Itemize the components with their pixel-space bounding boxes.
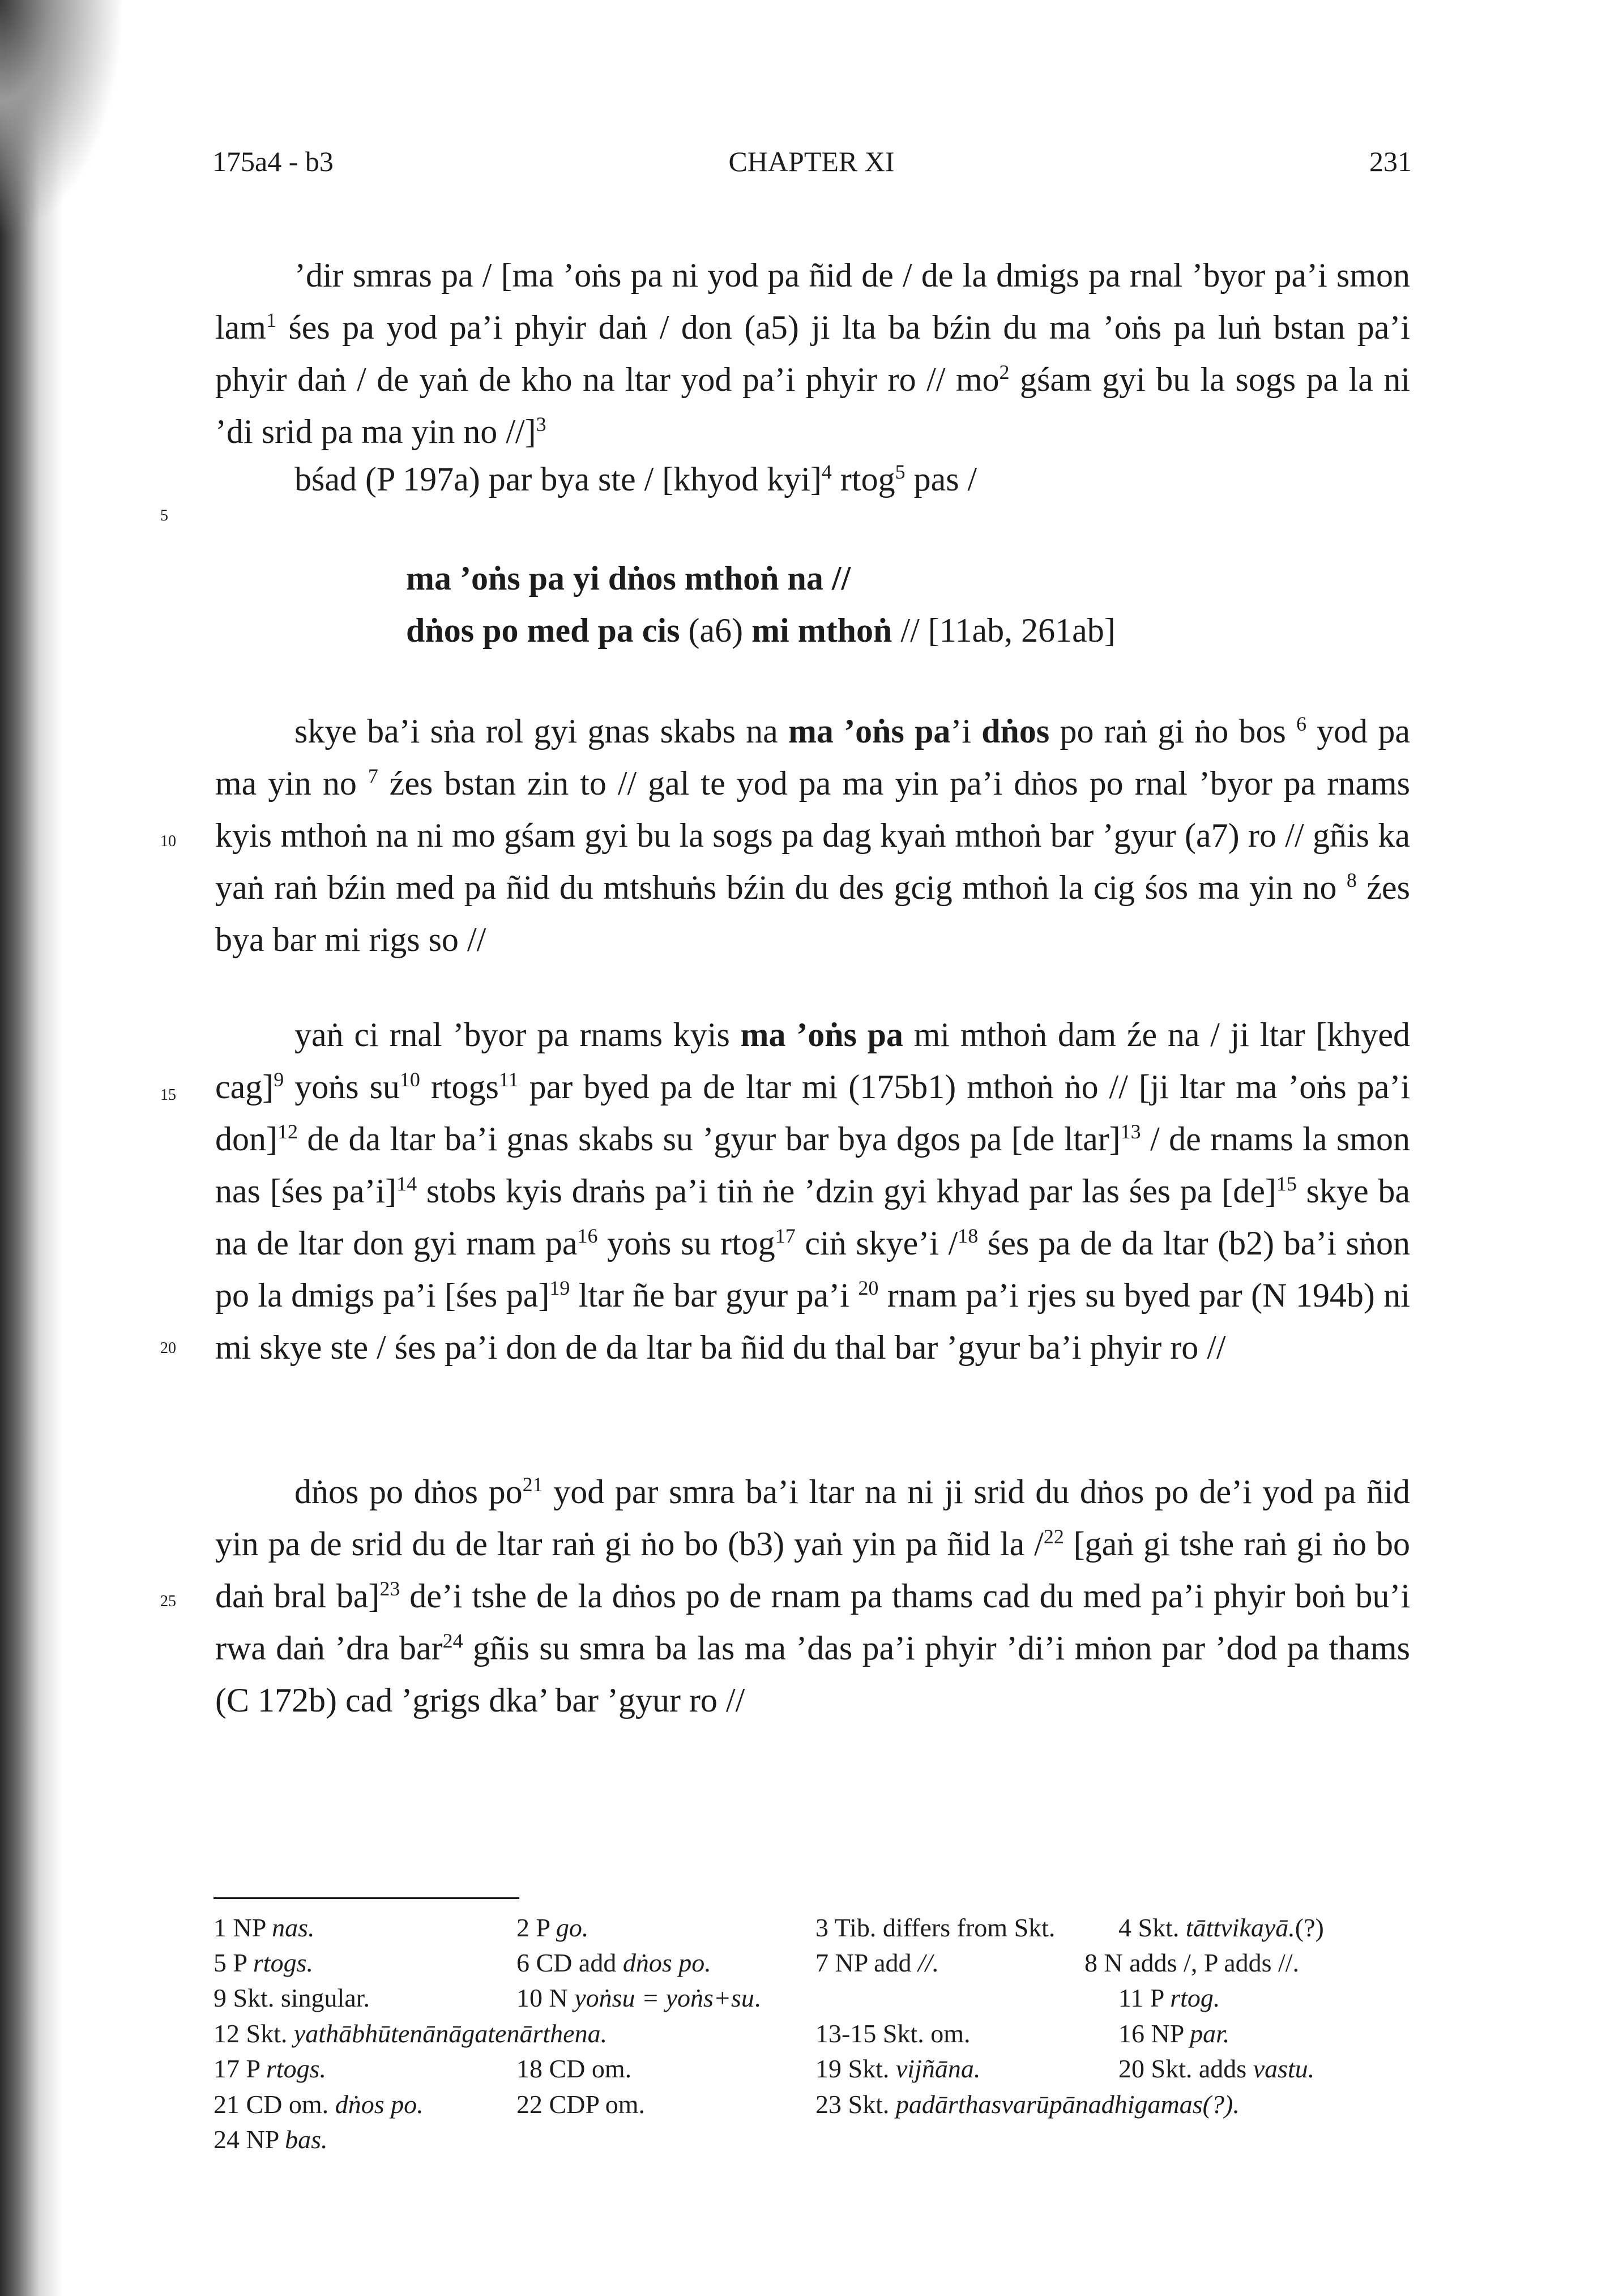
footnote: 18 CD om. <box>516 2054 632 2083</box>
paragraph-3: skye ba’i sṅa rol gyi gnas skabs na ma ’oṅs pa’i dṅos po raṅ gi ṅo bos $^6$ yod pa ma yin no $^7$ źes bstan zin to // gal te yod pa ma yin pa’i dṅos po rnal ’byor pa rnams kyis mthoṅ na ni mo gśam gyi bu la sogs pa dag kyaṅ mthoṅ bar ’gyur (a7) ro // gñis ka yaṅ raṅ bźin med pa ñid du mtshuṅs bźin du des gcig mthoṅ la cig śos ma yin no $^8$ źes bya bar mi rigs so // <box>215 712 1410 958</box>
footnote-ref: 15 <box>1276 1172 1297 1195</box>
footnote-ref: 22 <box>1043 1525 1064 1548</box>
footnote-ref: 4 <box>821 460 832 483</box>
footnote-ref: 24 <box>442 1629 463 1652</box>
footnote-ref: 9 <box>274 1068 284 1091</box>
footnote-rule <box>213 1897 519 1899</box>
footnote: 9 Skt. singular. <box>213 1983 370 2012</box>
footnote: 6 CD add dṅos po. <box>516 1948 711 1977</box>
footnote: 10 N yoṅsu = yoṅs+su. <box>516 1983 761 2012</box>
footnote-ref: 16 <box>577 1224 598 1247</box>
footnote-ref: 17 <box>775 1224 796 1247</box>
footnote: 11 P rtog. <box>1118 1983 1220 2012</box>
footnote: 23 Skt. padārthasvarūpānadhigamas(?). <box>815 2090 1240 2119</box>
footnote: 24 NP bas. <box>213 2125 328 2154</box>
footnote-ref: 11 <box>498 1068 519 1091</box>
footnote: 2 P go. <box>516 1913 589 1942</box>
scan-corner-shadow <box>0 0 125 238</box>
footnote-ref: 14 <box>396 1172 417 1195</box>
paragraph-2: bśad (P 197a) par bya ste / [khyod kyi]$^4$ rtog$^5$ pas / <box>294 460 977 498</box>
verse-line-1: ma ’oṅs pa yi dṅos mthoṅ na // <box>406 560 851 597</box>
footnote: 16 NP par. <box>1118 2019 1230 2048</box>
footnote-ref: 6 <box>1296 712 1306 735</box>
footnote: 22 CDP om. <box>516 2090 646 2119</box>
footnote: 20 Skt. adds vastu. <box>1118 2054 1315 2083</box>
page-number: 231 <box>1369 146 1412 177</box>
paragraph-4: yaṅ ci rnal ’byor pa rnams kyis ma ’oṅs pa mi mthoṅ dam źe na / ji ltar [khyed cag]$^9$ yoṅs $su^{10}$ rtogs$^{11}$ par byed pa de ltar mi (175b1) mthoṅ ṅo // [ji ltar ma ’oṅs pa’i don]$^{12}$ de da ltar ba’i gnas skabs su ’gyur bar bya dgos pa [de ltar]$^{13}$ / de rnams la smon nas [śes pa’i]$^{14}$ stobs kyis draṅs pa’i tiṅ ṅe ’dzin gyi khyad par las śes pa [de]$^{15}$ skye ba na de ltar don gyi rnam $pa^{16}$ yoṅs su rtog$^{17}$ ciṅ skye’i /$^{18}$ śes pa de da ltar (b2) ba’i sṅon po la dmigs pa’i [śes pa]$^{19}$ ltar ñe bar gyur pa’i $^{20}$ rnam pa’i rjes su byed par (N 194b) ni mi skye ste / śes pa’i don de da ltar ba ñid du thal bar ’gyur ba’i phyir ro // <box>215 1016 1411 1366</box>
footnote-ref: 19 <box>549 1277 570 1299</box>
footnote-ref: 12 <box>277 1120 298 1143</box>
footnote-ref: 2 <box>999 361 1010 383</box>
footnote: 21 CD om. dṅos po. <box>213 2090 424 2119</box>
footnote: 4 Skt. tāttvikayā.(?) <box>1118 1913 1324 1942</box>
footnote: 5 P rtogs. <box>213 1948 313 1977</box>
footnote-ref: 20 <box>858 1277 879 1299</box>
line-number: 20 <box>160 1339 176 1357</box>
paragraph-1: ’dir smras pa / [ma ’oṅs pa ni yod pa ñid de / de la dmigs pa rnal ’byor pa’i smon lam$^1$ śes pa yod pa’i phyir daṅ / don (a5) ji lta ba bźin du ma ’oṅs pa luṅ bstan pa’i phyir daṅ / de yaṅ de kho na ltar yod pa’i phyir ro // $mo^2$ gśam gyi bu la sogs pa la ni ’di srid pa ma yin no //]$^3$ <box>215 257 1411 450</box>
verse-line-2: dṅos po med pa cis (a6) mi mthoṅ // [11ab, 261ab] <box>406 612 1116 649</box>
footnote: 1 NP nas. <box>213 1913 315 1942</box>
scan-binding-shadow <box>0 0 62 2296</box>
footnote-ref: 3 <box>536 413 546 436</box>
footnote: 19 Skt. vijñāna. <box>815 2054 981 2083</box>
footnote: 7 NP add //. <box>815 1948 939 1977</box>
footnote-ref: 18 <box>958 1224 979 1247</box>
line-number: 5 <box>160 507 168 524</box>
footnote-ref: 21 <box>522 1473 543 1496</box>
line-number: 10 <box>160 833 176 850</box>
footnote-ref: 23 <box>379 1577 400 1600</box>
footnote: 17 P rtogs. <box>213 2054 326 2083</box>
line-number: 25 <box>160 1593 176 1610</box>
footnote-ref: 5 <box>895 460 906 483</box>
footnote-ref: 13 <box>1120 1120 1141 1143</box>
footnote-ref: 8 <box>1346 869 1357 891</box>
line-number: 15 <box>160 1086 176 1104</box>
paragraph-5: dṅos po dṅos $po^{21}$ yod par smra ba’i ltar na ni ji srid du dṅos po de’i yod pa ñid yin pa de srid du de ltar raṅ gi ṅo bo (b3) yaṅ yin pa ñid la /$^{22}$ [gaṅ gi tshe raṅ gi ṅo bo daṅ bral ba]$^{23}$ de’i tshe de la dṅos po de rnam pa thams cad du med pa’i phyir boṅ bu’i rwa daṅ ’dra bar$^{24}$ gñis su smra ba las ma ’das pa’i phyir ’di’i mṅon par ’dod pa thams (C 172b) cad ’grigs dka’ bar ’gyur ro // <box>215 1473 1411 1719</box>
footnote-ref: 7 <box>368 765 378 787</box>
running-head-folio: 175a4 - b3 <box>212 146 334 177</box>
footnote: 12 Skt. yathābhūtenānāgatenārthena. <box>213 2019 608 2048</box>
footnote-ref: 10 <box>399 1068 420 1091</box>
footnote: 3 Tib. differs from Skt. <box>815 1913 1056 1942</box>
footnote: 13-15 Skt. om. <box>815 2019 971 2048</box>
chapter-title: CHAPTER XI <box>728 146 895 177</box>
footnote-ref: 1 <box>266 309 276 331</box>
footnote: 8 N adds /, P adds //. <box>1084 1948 1300 1977</box>
